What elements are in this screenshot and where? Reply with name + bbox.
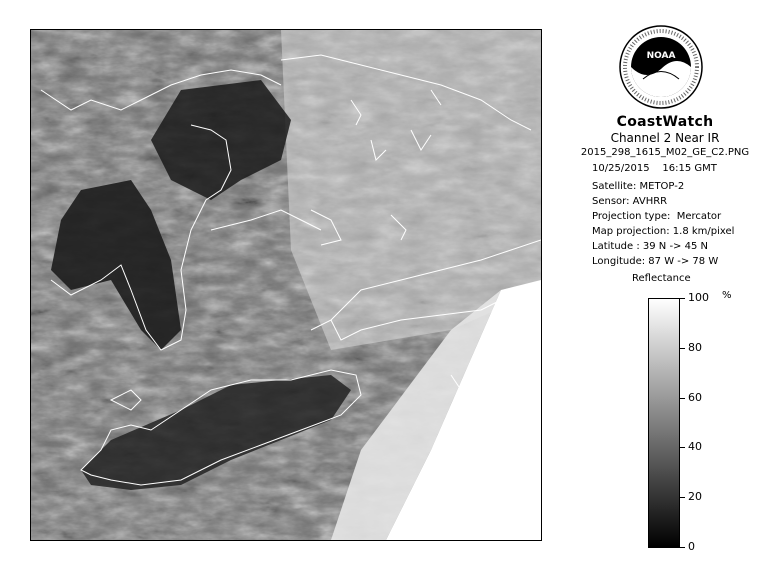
metadata-map-projection: Map projection: 1.8 km/pixel <box>592 226 735 237</box>
noaa-logo-icon <box>618 24 704 110</box>
legend-tick-mark <box>680 348 685 349</box>
time-value: 16:15 GMT <box>662 163 717 174</box>
metadata-projection-type: Projection type: Mercator <box>592 211 722 222</box>
legend-tick-label: 60 <box>688 390 702 404</box>
reflectance-colorbar <box>648 298 680 548</box>
channel-label: Channel 2 Near IR <box>610 131 720 145</box>
legend-tick-label: 80 <box>688 340 702 354</box>
metadata-list <box>592 179 734 269</box>
legend-tick-label: 0 <box>688 540 695 553</box>
legend-title: Reflectance <box>632 273 691 284</box>
date-value: 10/25/2015 <box>592 163 650 174</box>
legend-tick-label: 100 <box>688 291 709 304</box>
satellite-map <box>30 29 542 541</box>
datetime-label <box>592 163 717 174</box>
legend-tick-mark <box>680 398 685 399</box>
legend-tick-label: 40 <box>688 440 702 454</box>
legend-tick-mark <box>680 298 685 299</box>
metadata-sensor: Sensor: AVHRR <box>592 196 668 207</box>
metadata-longitude: Longitude: 87 W -> 78 W <box>592 256 719 267</box>
legend-tick-mark <box>680 497 685 498</box>
satellite-image <box>31 30 541 540</box>
legend-tick-mark <box>680 447 685 448</box>
metadata-latitude: Latitude : 39 N -> 45 N <box>592 241 708 252</box>
legend-unit: % <box>722 290 732 301</box>
logo-text: NOAA <box>646 51 676 61</box>
legend-tick-label: 20 <box>688 490 702 504</box>
filename-label: 2015_298_1615_M02_GE_C2.PNG <box>580 147 750 158</box>
product-title: CoastWatch <box>616 114 714 130</box>
metadata-satellite: Satellite: METOP-2 <box>592 181 685 192</box>
legend-tick-mark <box>680 547 685 548</box>
